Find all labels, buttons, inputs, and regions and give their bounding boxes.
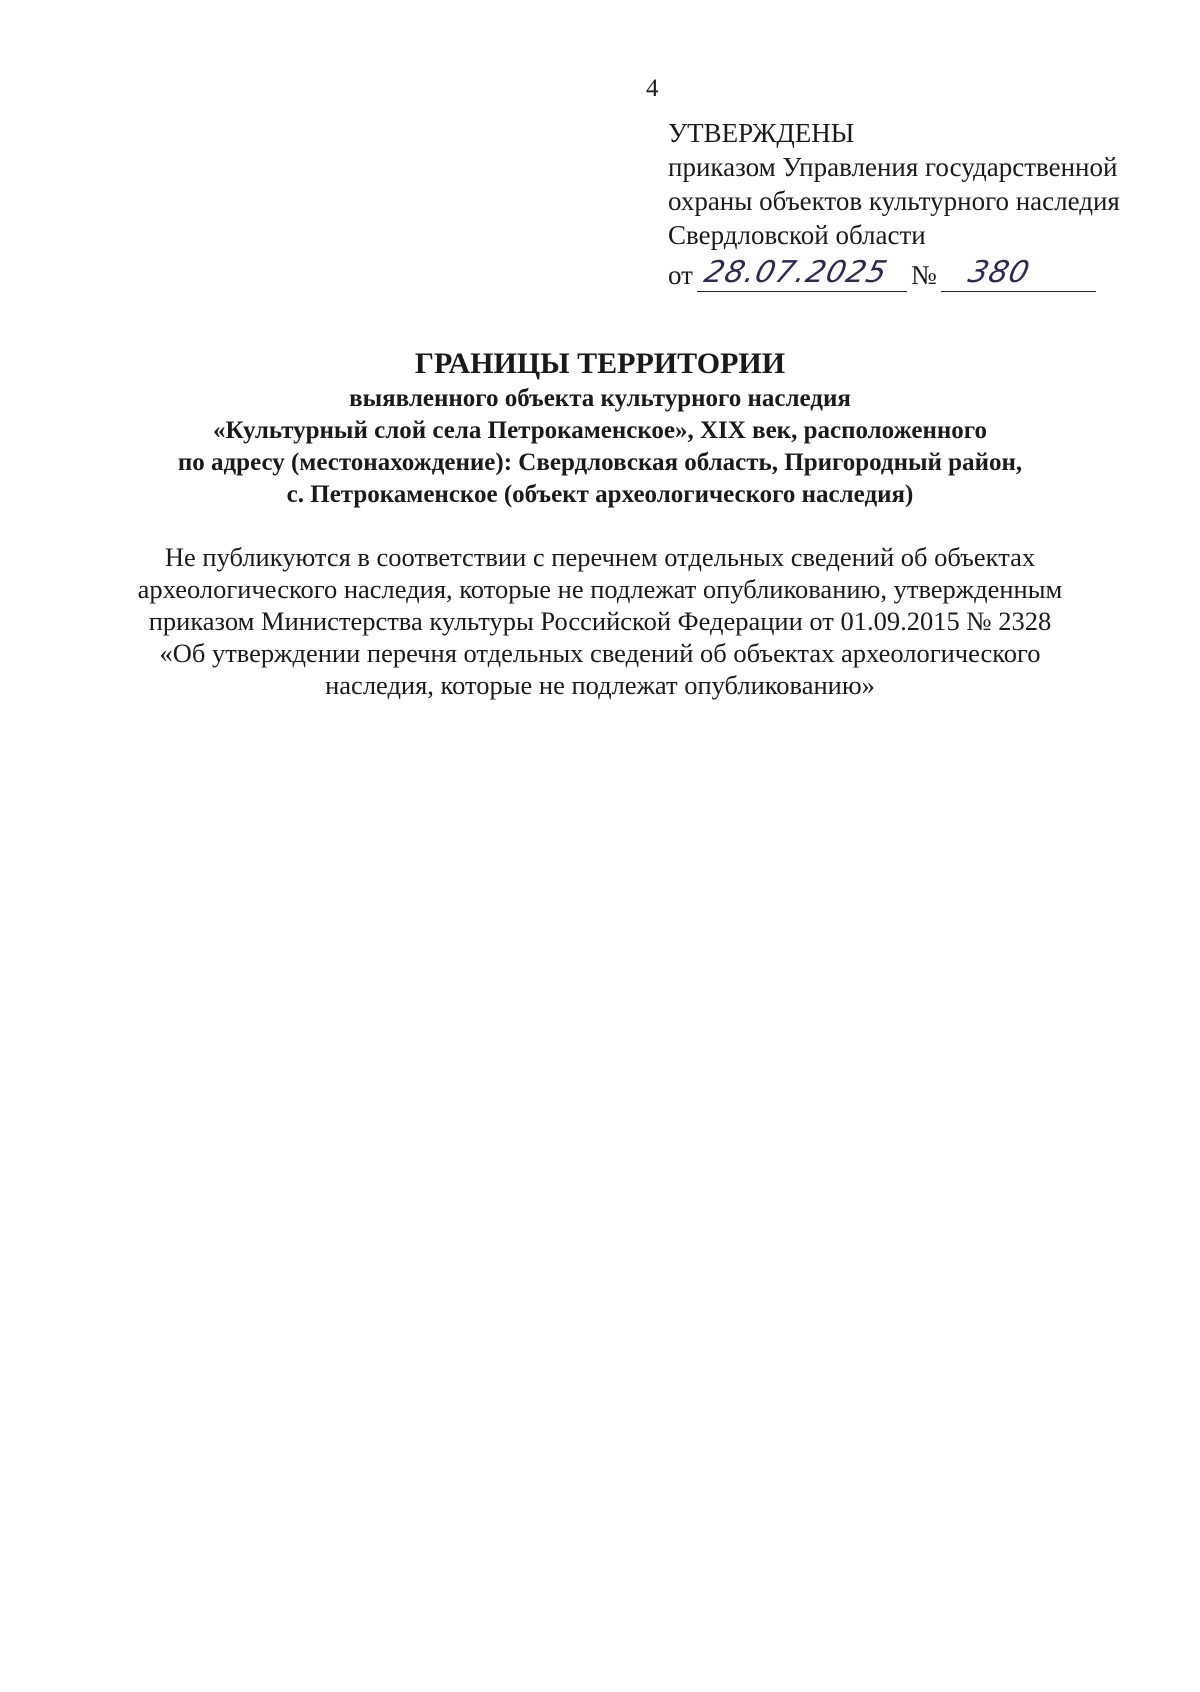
approval-date-number-line bbox=[668, 252, 1168, 292]
body-line-5: наследия, которые не подлежат опубликованию» bbox=[325, 670, 875, 700]
number-prefix: № bbox=[910, 260, 937, 290]
handwritten-number: 380 bbox=[964, 255, 1034, 290]
heading-line-2: «Культурный слой села Петрокаменское», XIX век, расположенного bbox=[212, 417, 987, 444]
approval-block bbox=[668, 116, 1168, 292]
body-line-3: приказом Министерства культуры Российской Федерации от 01.09.2015 № 2328 bbox=[148, 606, 1052, 636]
date-field bbox=[697, 257, 907, 292]
approval-title: УТВЕРЖДЕНЫ bbox=[668, 118, 855, 148]
heading-title: ГРАНИЦЫ ТЕРРИТОРИИ bbox=[414, 347, 786, 380]
date-prefix: от bbox=[668, 260, 693, 290]
page-number: 4 bbox=[646, 75, 659, 102]
body-line-4: «Об утверждении перечня отдельных сведений об объектах археологического bbox=[159, 638, 1041, 668]
approval-line-3: Свердловской области bbox=[668, 220, 926, 250]
approval-line-1: приказом Управления государственной bbox=[668, 152, 1118, 182]
body-line-1: Не публикуются в соответствии с перечнем отдельных сведений об объектах bbox=[164, 542, 1036, 572]
body-paragraph bbox=[100, 541, 1100, 701]
body-line-2: археологического наследия, которые не подлежат опубликованию, утвержденным bbox=[137, 574, 1063, 604]
heading-line-3: по адресу (местонахождение): Свердловская область, Пригородный район, bbox=[177, 449, 1023, 476]
approval-line-2: охраны объектов культурного наследия bbox=[668, 186, 1120, 216]
handwritten-date: 28.07.2025 bbox=[700, 255, 892, 290]
document-heading bbox=[0, 345, 1200, 511]
heading-line-4: с. Петрокаменское (объект археологического наследия) bbox=[286, 481, 914, 508]
number-field bbox=[941, 257, 1096, 292]
heading-line-1: выявленного объекта культурного наследия bbox=[349, 385, 851, 412]
